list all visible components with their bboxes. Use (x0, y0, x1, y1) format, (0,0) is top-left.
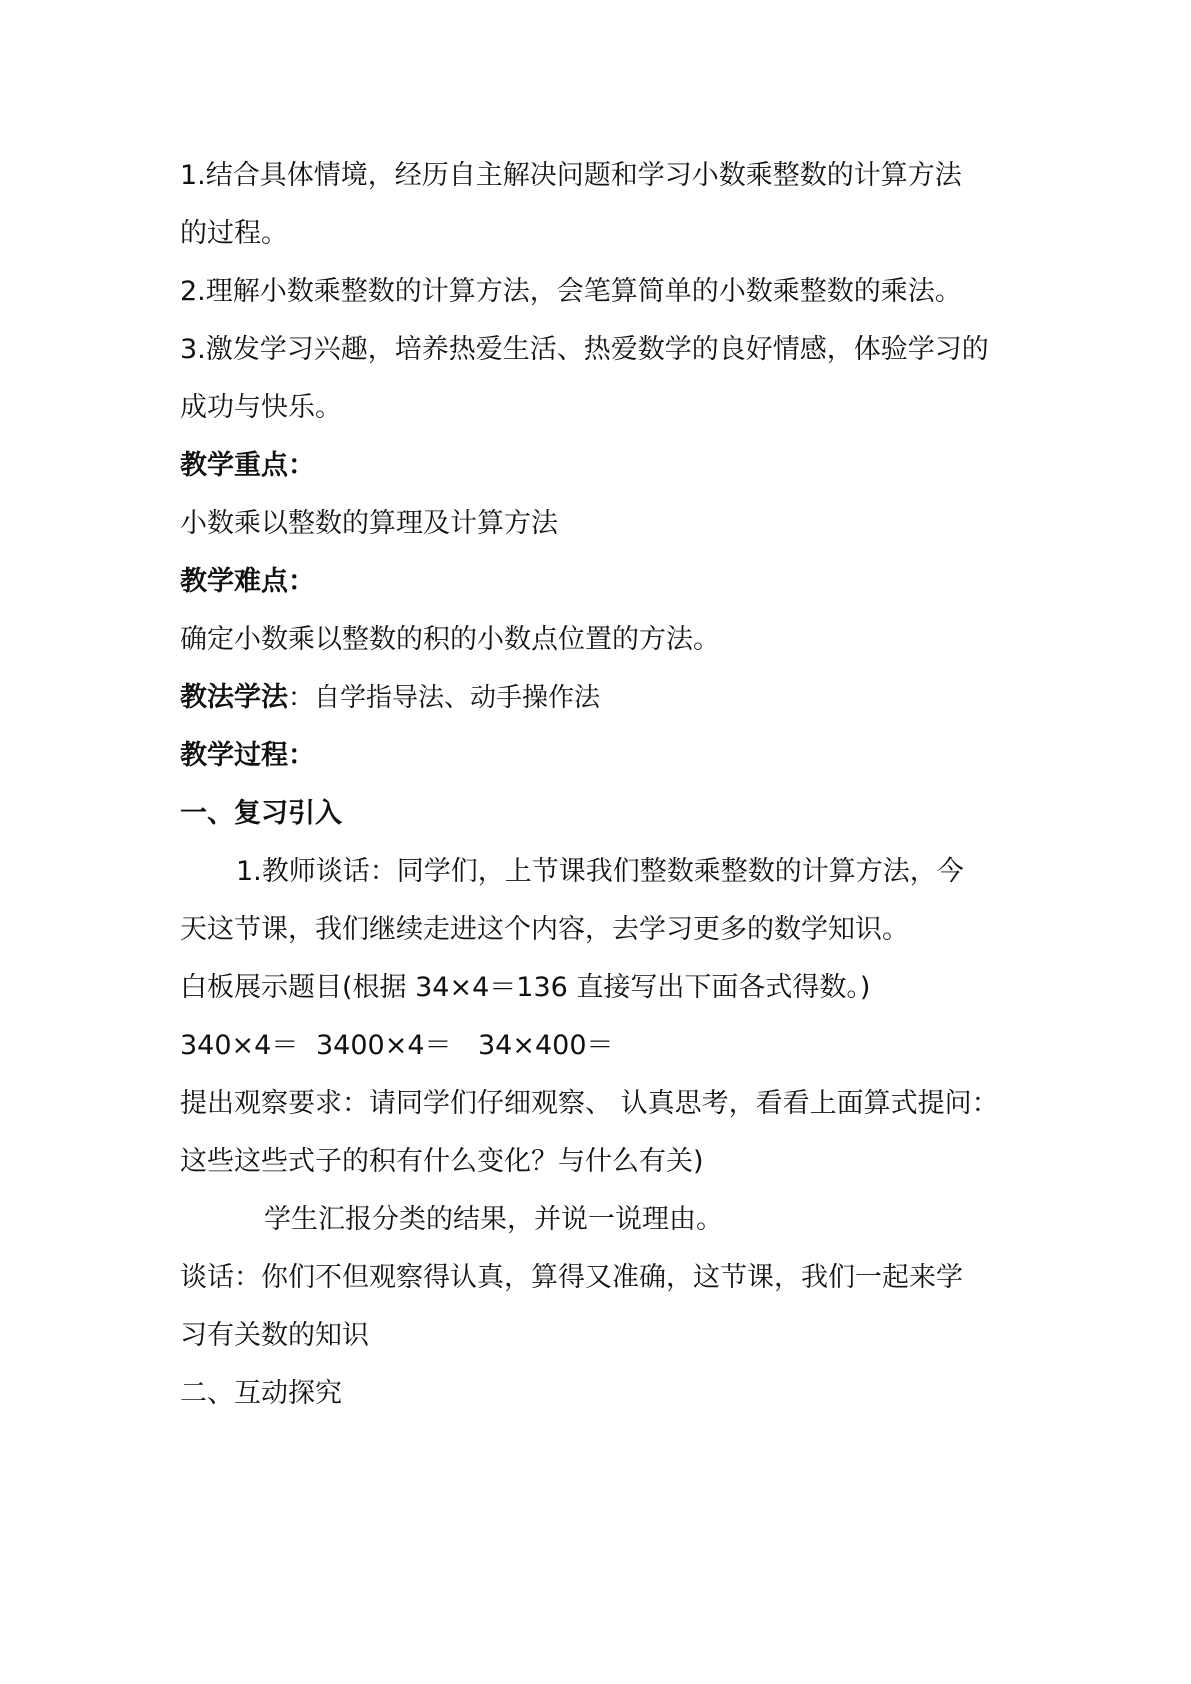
key-point-content: 小数乘以整数的算理及计算方法 (180, 508, 558, 539)
section-2-heading: 二、互动探究 (180, 1378, 342, 1409)
equation-2: 3400×4＝ (316, 1030, 452, 1061)
objective-2: 2.理解小数乘整数的计算方法，会笔算简单的小数乘整数的乘法。 (180, 276, 962, 307)
objective-3-line-1: 3.激发学习兴趣，培养热爱生活、热爱数学的良好情感，体验学习的 (180, 334, 989, 365)
key-point-heading: 教学重点： (180, 450, 315, 481)
teacher-talk-line-2: 天这节课，我们继续走进这个内容，去学习更多的数学知识。 (180, 914, 909, 945)
talk-line-1: 谈话：你们不但观察得认真，算得又准确，这节课，我们一起来学 (180, 1262, 963, 1293)
methods-heading: 教法学法 (180, 682, 288, 713)
objective-1-line-1: 1.结合具体情境，经历自主解决问题和学习小数乘整数的计算方法 (180, 160, 962, 191)
methods-content: ：自学指导法、动手操作法 (288, 683, 601, 713)
student-report: 学生汇报分类的结果，并说一说理由。 (264, 1204, 723, 1235)
whiteboard-prompt: 白板展示题目(根据 34×4＝136 直接写出下面各式得数。) (180, 972, 871, 1003)
difficulty-content: 确定小数乘以整数的积的小数点位置的方法。 (180, 624, 720, 655)
observe-line-2: 这些这些式子的积有什么变化？与什么有关) (180, 1146, 704, 1177)
equation-1: 340×4＝ (180, 1030, 299, 1061)
equation-row (180, 1028, 614, 1064)
objective-1-line-2: 的过程。 (180, 218, 288, 249)
process-heading: 教学过程： (180, 740, 315, 771)
difficulty-heading: 教学难点： (180, 566, 315, 597)
methods-line (180, 680, 600, 716)
equation-3: 34×400＝ (478, 1030, 614, 1061)
section-1-heading: 一、复习引入 (180, 798, 342, 829)
talk-line-2: 习有关数的知识 (180, 1320, 369, 1351)
observe-line-1: 提出观察要求：请同学们仔细观察、 认真思考，看看上面算式提问： (180, 1088, 999, 1119)
teacher-talk-line-1: 1.教师谈话：同学们，上节课我们整数乘整数的计算方法，今 (236, 856, 964, 887)
objective-3-line-2: 成功与快乐。 (180, 392, 342, 423)
